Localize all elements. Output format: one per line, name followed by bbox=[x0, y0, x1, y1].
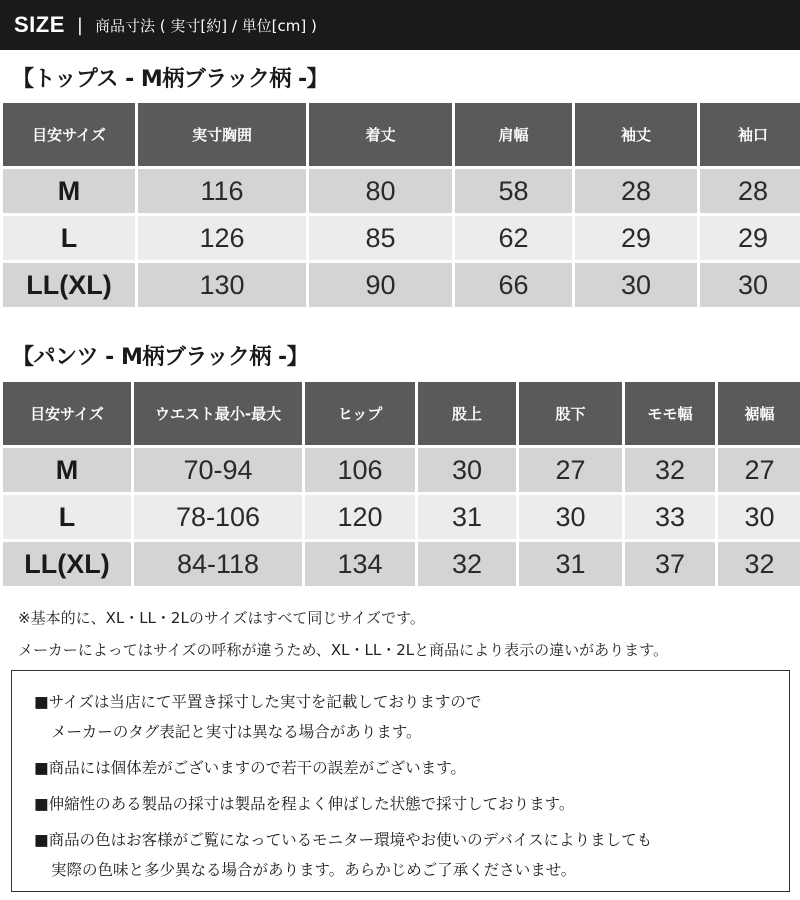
disclaimer-line: ■サイズは当店にて平置き採寸した実寸を記載しておりますので bbox=[34, 693, 482, 711]
size-label-cell: M bbox=[3, 448, 131, 492]
table-cell: 27 bbox=[519, 448, 622, 492]
header-cell-thigh: モモ幅 bbox=[625, 382, 715, 445]
table-cell: 30 bbox=[718, 495, 800, 539]
disclaimer-line: 実際の色味と多少異なる場合があります。あらかじめご了承くださいませ。 bbox=[51, 861, 577, 879]
table-cell: 90 bbox=[309, 263, 452, 307]
size-notes bbox=[18, 602, 668, 666]
header-cell-sleeve-length: 袖丈 bbox=[575, 103, 697, 166]
tops-size-table bbox=[0, 100, 800, 310]
table-cell: 30 bbox=[519, 495, 622, 539]
table-row bbox=[3, 495, 800, 539]
table-cell: 116 bbox=[138, 169, 306, 213]
table-row bbox=[3, 216, 800, 260]
header-subtitle: 商品寸法 ( 実寸[約] / 単位[cm] ) bbox=[94, 16, 317, 35]
table-row bbox=[3, 542, 800, 586]
disclaimer-line: ■伸縮性のある製品の採寸は製品を程よく伸ばした状態で採寸しております。 bbox=[34, 795, 575, 813]
table-cell: 120 bbox=[305, 495, 415, 539]
table-cell: 70-94 bbox=[134, 448, 302, 492]
table-cell: 80 bbox=[309, 169, 452, 213]
table-cell: 31 bbox=[418, 495, 516, 539]
table-row bbox=[3, 263, 800, 307]
table-cell: 78-106 bbox=[134, 495, 302, 539]
size-label-cell: L bbox=[3, 495, 131, 539]
header-cell-inseam: 股下 bbox=[519, 382, 622, 445]
header-separator: | bbox=[76, 14, 83, 36]
table-cell: 31 bbox=[519, 542, 622, 586]
table-cell: 32 bbox=[718, 542, 800, 586]
header-cell-shoulder: 肩幅 bbox=[455, 103, 572, 166]
table-cell: 32 bbox=[418, 542, 516, 586]
tops-section-title: 【トップス - M柄ブラック柄 -】 bbox=[12, 67, 329, 92]
table-cell: 66 bbox=[455, 263, 572, 307]
table-cell: 29 bbox=[700, 216, 800, 260]
table-row bbox=[3, 169, 800, 213]
table-cell: 62 bbox=[455, 216, 572, 260]
size-heading: SIZE bbox=[14, 12, 65, 37]
header-cell-rise: 股上 bbox=[418, 382, 516, 445]
table-cell: 84-118 bbox=[134, 542, 302, 586]
table-cell: 37 bbox=[625, 542, 715, 586]
disclaimer-line: メーカーのタグ表記と実寸は異なる場合があります。 bbox=[51, 723, 422, 741]
disclaimer-box bbox=[11, 670, 790, 892]
note-line: メーカーによってはサイズの呼称が違うため、XL・LL・2Lと商品により表示の違いがあります。 bbox=[18, 641, 668, 659]
header-cell-size: 目安サイズ bbox=[3, 103, 135, 166]
header-cell-length: 着丈 bbox=[309, 103, 452, 166]
pants-section-title: 【パンツ - M柄ブラック柄 -】 bbox=[12, 345, 309, 370]
pants-size-table bbox=[0, 379, 800, 589]
disclaimer-line: ■商品には個体差がございますので若干の誤差がございます。 bbox=[34, 759, 466, 777]
table-cell: 30 bbox=[700, 263, 800, 307]
header-cell-waist: ウエスト最小-最大 bbox=[134, 382, 302, 445]
disclaimer-line: ■商品の色はお客様がご覧になっているモニター環境やお使いのデバイスによりましても bbox=[34, 831, 653, 849]
table-header-row bbox=[3, 103, 800, 166]
table-row bbox=[3, 448, 800, 492]
header-cell-hem: 裾幅 bbox=[718, 382, 800, 445]
header-cell-chest: 実寸胸囲 bbox=[138, 103, 306, 166]
table-cell: 130 bbox=[138, 263, 306, 307]
table-cell: 106 bbox=[305, 448, 415, 492]
size-header-bar bbox=[0, 0, 800, 50]
table-cell: 30 bbox=[418, 448, 516, 492]
note-line: ※基本的に、XL・LL・2Lのサイズはすべて同じサイズです。 bbox=[18, 609, 425, 627]
header-cell-hip: ヒップ bbox=[305, 382, 415, 445]
header-cell-sleeve-opening: 袖口 bbox=[700, 103, 800, 166]
size-label-cell: LL(XL) bbox=[3, 542, 131, 586]
table-cell: 58 bbox=[455, 169, 572, 213]
table-cell: 27 bbox=[718, 448, 800, 492]
table-cell: 28 bbox=[575, 169, 697, 213]
size-label-cell: LL(XL) bbox=[3, 263, 135, 307]
table-header-row bbox=[3, 382, 800, 445]
table-cell: 85 bbox=[309, 216, 452, 260]
size-label-cell: M bbox=[3, 169, 135, 213]
table-cell: 30 bbox=[575, 263, 697, 307]
table-cell: 32 bbox=[625, 448, 715, 492]
header-cell-size: 目安サイズ bbox=[3, 382, 131, 445]
table-cell: 29 bbox=[575, 216, 697, 260]
size-label-cell: L bbox=[3, 216, 135, 260]
table-cell: 126 bbox=[138, 216, 306, 260]
table-cell: 134 bbox=[305, 542, 415, 586]
table-cell: 28 bbox=[700, 169, 800, 213]
table-cell: 33 bbox=[625, 495, 715, 539]
